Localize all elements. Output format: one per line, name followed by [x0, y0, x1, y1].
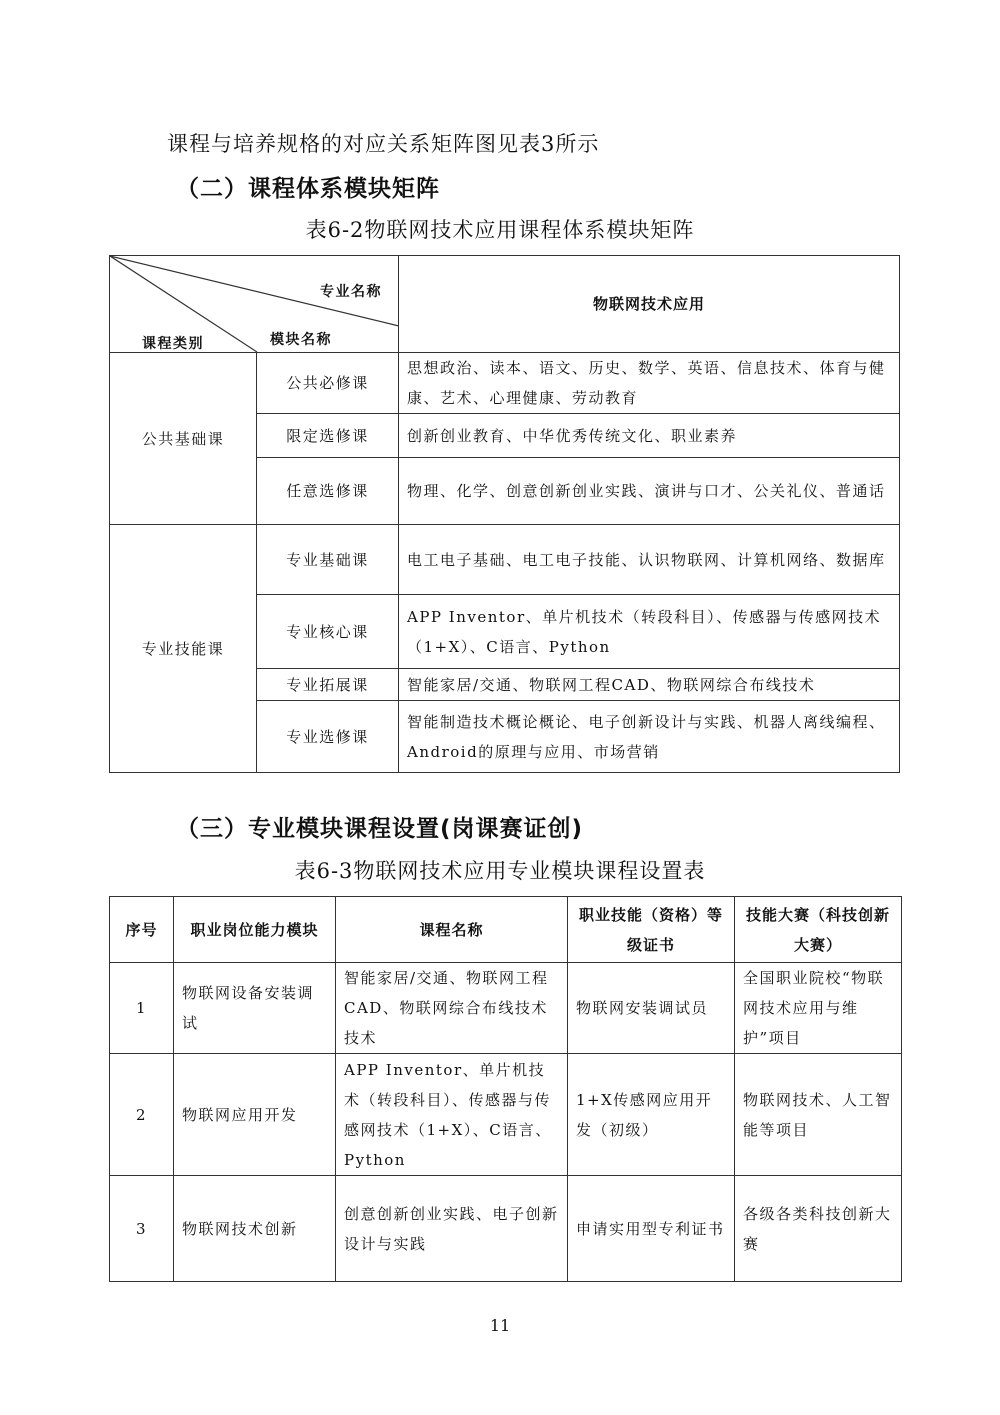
- module-cell: 专业选修课: [257, 701, 399, 773]
- module-cell: 公共必修课: [257, 353, 399, 414]
- category-cell: 专业技能课: [110, 525, 257, 773]
- header-courses: 课程名称: [336, 897, 568, 963]
- module-cell: 专业拓展课: [257, 669, 399, 701]
- table1-caption: 表6-2物联网技术应用课程体系模块矩阵: [305, 218, 695, 242]
- module-cell: 任意选修课: [257, 458, 399, 525]
- contest-cell: 全国职业院校“物联网技术应用与维护”项目: [735, 963, 902, 1054]
- courses-cell: 电工电子基础、电工电子技能、认识物联网、计算机网络、数据库: [399, 525, 900, 595]
- module-cell: 限定选修课: [257, 414, 399, 458]
- header-cert: 职业技能（资格）等级证书: [568, 897, 735, 963]
- contest-cell: 各级各类科技创新大赛: [735, 1176, 902, 1282]
- cert-cell: 申请实用型专利证书: [568, 1176, 735, 1282]
- page-number: 11: [489, 1316, 511, 1335]
- diag-label-module: 模块名称: [270, 332, 332, 348]
- table1-header-row: [110, 256, 900, 353]
- cert-cell: 1+X传感网应用开发（初级）: [568, 1054, 735, 1176]
- table-row: [110, 525, 900, 595]
- courses-cell: APP Inventor、单片机技术（转段科目）、传感器与传感网技术（1+X）、C语言、Python: [399, 595, 900, 669]
- category-cell: 公共基础课: [110, 353, 257, 525]
- header-module: 职业岗位能力模块: [174, 897, 336, 963]
- cert-cell: 物联网安装调试员: [568, 963, 735, 1054]
- course-module-matrix-table: [109, 255, 900, 773]
- table-row: [110, 963, 902, 1054]
- courses-cell: 创意创新创业实践、电子创新设计与实践: [336, 1176, 568, 1282]
- no-cell: 3: [110, 1176, 174, 1282]
- header-no: 序号: [110, 897, 174, 963]
- header-contest: 技能大赛（科技创新大赛）: [735, 897, 902, 963]
- courses-cell: 智能家居/交通、物联网工程CAD、物联网综合布线技术技术: [336, 963, 568, 1054]
- courses-cell: APP Inventor、单片机技术（转段科目）、传感器与传感网技术（1+X）、C语言、Python: [336, 1054, 568, 1176]
- module-cell: 专业核心课: [257, 595, 399, 669]
- major-name-cell: 物联网技术应用: [399, 256, 900, 353]
- module-course-setup-table: [109, 896, 902, 1282]
- section-heading-3: （三）专业模块课程设置(岗课赛证创): [176, 816, 584, 842]
- intro-text: 课程与培养规格的对应关系矩阵图见表3所示: [167, 132, 600, 156]
- table2-header-row: [110, 897, 902, 963]
- no-cell: 2: [110, 1054, 174, 1176]
- diag-label-category: 课程类别: [142, 336, 204, 352]
- module-cell: 专业基础课: [257, 525, 399, 595]
- courses-cell: 创新创业教育、中华优秀传统文化、职业素养: [399, 414, 900, 458]
- diagonal-header-cell: [110, 256, 399, 353]
- table-row: [110, 1176, 902, 1282]
- module-cell: 物联网技术创新: [174, 1176, 336, 1282]
- courses-cell: 思想政治、读本、语文、历史、数学、英语、信息技术、体育与健康、艺术、心理健康、劳动教育: [399, 353, 900, 414]
- table-row: [110, 1054, 902, 1176]
- courses-cell: 物理、化学、创意创新创业实践、演讲与口才、公关礼仪、普通话: [399, 458, 900, 525]
- table-row: [110, 353, 900, 414]
- module-cell: 物联网应用开发: [174, 1054, 336, 1176]
- courses-cell: 智能家居/交通、物联网工程CAD、物联网综合布线技术: [399, 669, 900, 701]
- table2-caption: 表6-3物联网技术应用专业模块课程设置表: [294, 859, 706, 883]
- module-cell: 物联网设备安装调试: [174, 963, 336, 1054]
- courses-cell: 智能制造技术概论概论、电子创新设计与实践、机器人离线编程、Android的原理与应用、市场营销: [399, 701, 900, 773]
- contest-cell: 物联网技术、人工智能等项目: [735, 1054, 902, 1176]
- diag-label-major: 专业名称: [320, 284, 382, 300]
- no-cell: 1: [110, 963, 174, 1054]
- section-heading-2: （二）课程体系模块矩阵: [176, 176, 440, 202]
